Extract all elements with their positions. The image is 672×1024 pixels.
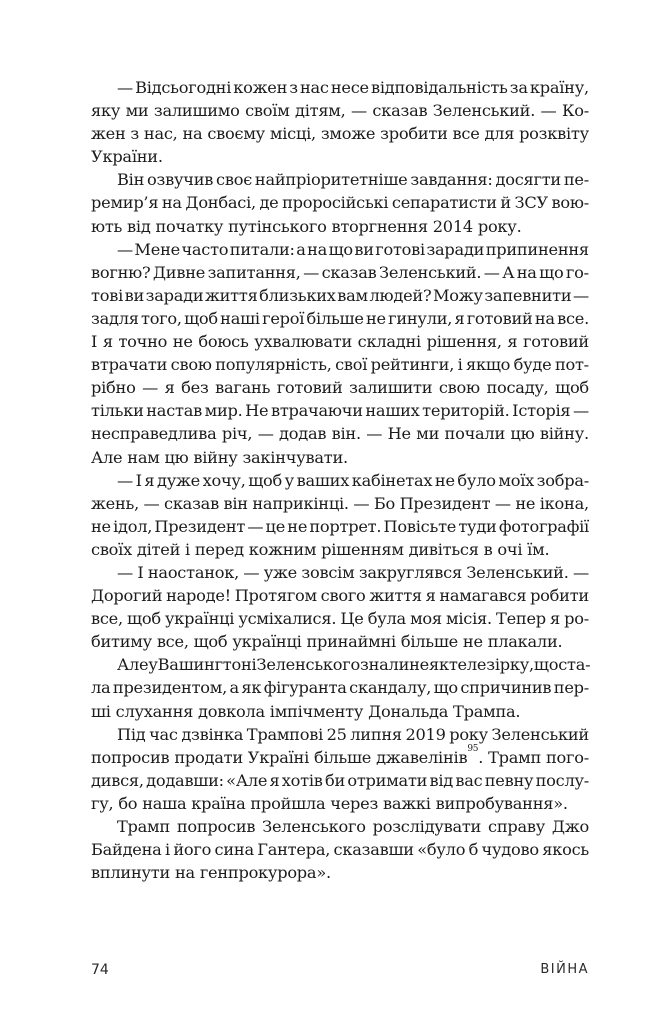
paragraph <box>91 168 589 237</box>
text-line: Дорогий народе! Протягом свого життя я намагався робити <box>91 586 589 606</box>
text-line: вплинути на генпрокурора». <box>91 863 331 883</box>
text-line: тові ви заради життя близьких вам людей? Можу запевнити — <box>91 285 589 305</box>
text-line: — Мене часто питали: а на що ви готові заради припинення <box>117 239 589 259</box>
paragraph <box>91 469 589 561</box>
paragraph <box>91 723 589 815</box>
text-line: рібно — я без вагань готовий залишити свою посаду, щоб <box>91 378 589 398</box>
text-line: все, щоб українці усміхалися. Це була моя місія. Тепер я ро- <box>91 609 589 629</box>
text-line: задля того, щоб наші герої більше не гинули, я готовий на все. <box>91 308 589 328</box>
text-line: Але у Вашингтоні Зеленського знали не як телезірку, що ста- <box>117 655 591 675</box>
text-line: ла президентом, а як фігуранта скандалу, що спричинив пер- <box>91 678 589 698</box>
text-line: жень, — сказав він наприкінці. — Бо Президент — не ікона, <box>91 493 589 513</box>
text-line: України. <box>91 147 163 167</box>
text-line: своїх дітей і перед кожним рішенням дивіться в очі їм. <box>91 539 550 559</box>
text-line: попросив продати Україні більше джавелінів$^{95}$. Трамп пого- <box>91 744 589 767</box>
text-line: І я точно не боюсь ухвалювати складні рішення, я готовий <box>91 332 589 352</box>
text-line: ремир’я на Донбасі, де проросійські сепаратисти й ЗСУ вою- <box>91 193 589 213</box>
text-line: гу, бо наша країна пройшла через важкі випробування». <box>91 793 568 813</box>
body-text <box>91 76 589 884</box>
paragraph <box>91 238 589 469</box>
text-line: яку ми залишимо своїм дітям, — сказав Зеленський. — Ко- <box>91 101 589 121</box>
page-number: 74 <box>91 962 109 978</box>
paragraph <box>91 76 589 168</box>
text-line: вогню? Дивне запитання, — сказав Зеленський. — А на що го- <box>91 262 589 282</box>
text-line: битиму все, щоб українці принаймні більше не плакали. <box>91 632 563 652</box>
text-line: втрачати свою популярність, свої рейтинги, і якщо буде пот- <box>91 355 589 375</box>
text-line: ють від початку путінського вторгнення 2014 року. <box>91 216 522 236</box>
paragraph <box>91 653 589 722</box>
text-line: — І я дуже хочу, щоб у ваших кабінетах не було моїх зобра- <box>117 470 589 490</box>
paragraph <box>91 815 589 884</box>
text-line: Він озвучив своє найпріоритетніше завдання: досягти пе- <box>117 170 589 190</box>
text-line: — І наостанок, — уже зовсім закруглявся Зеленський. — <box>117 562 589 582</box>
text-line: Трамп попросив Зеленського розслідувати справу Джо <box>117 817 589 836</box>
text-line: дився, додавши: «Але я хотів би отримати від вас певну послу- <box>91 770 589 790</box>
text-line: несправедлива річ, — додав він. — Не ми почали цю війну. <box>91 424 589 444</box>
text-line: тільки настав мир. Не втрачаючи наших територій. Історія — <box>91 401 589 421</box>
paragraph <box>91 561 589 653</box>
footnote-marker[interactable]: 95 <box>467 744 479 755</box>
running-head: ВІЙНА <box>540 962 589 977</box>
text-line: не ідол, Президент — це не портрет. Повісьте туди фотографії <box>91 516 589 536</box>
text-line: Під час дзвінка Трампові 25 липня 2019 року Зеленський <box>117 724 589 744</box>
text-line: Але нам цю війну закінчувати. <box>91 447 348 467</box>
text-line: Байдена і його сина Гантера, сказавши «було б чудово якось <box>91 840 589 860</box>
text-line: — Відсьогодні кожен з нас несе відповідальність за країну, <box>117 78 589 97</box>
text-line: ші слухання довкола імпічменту Дональда Трампа. <box>91 701 521 721</box>
text-line: жен з нас, на своєму місці, зможе зробити все для розквіту <box>91 124 589 144</box>
